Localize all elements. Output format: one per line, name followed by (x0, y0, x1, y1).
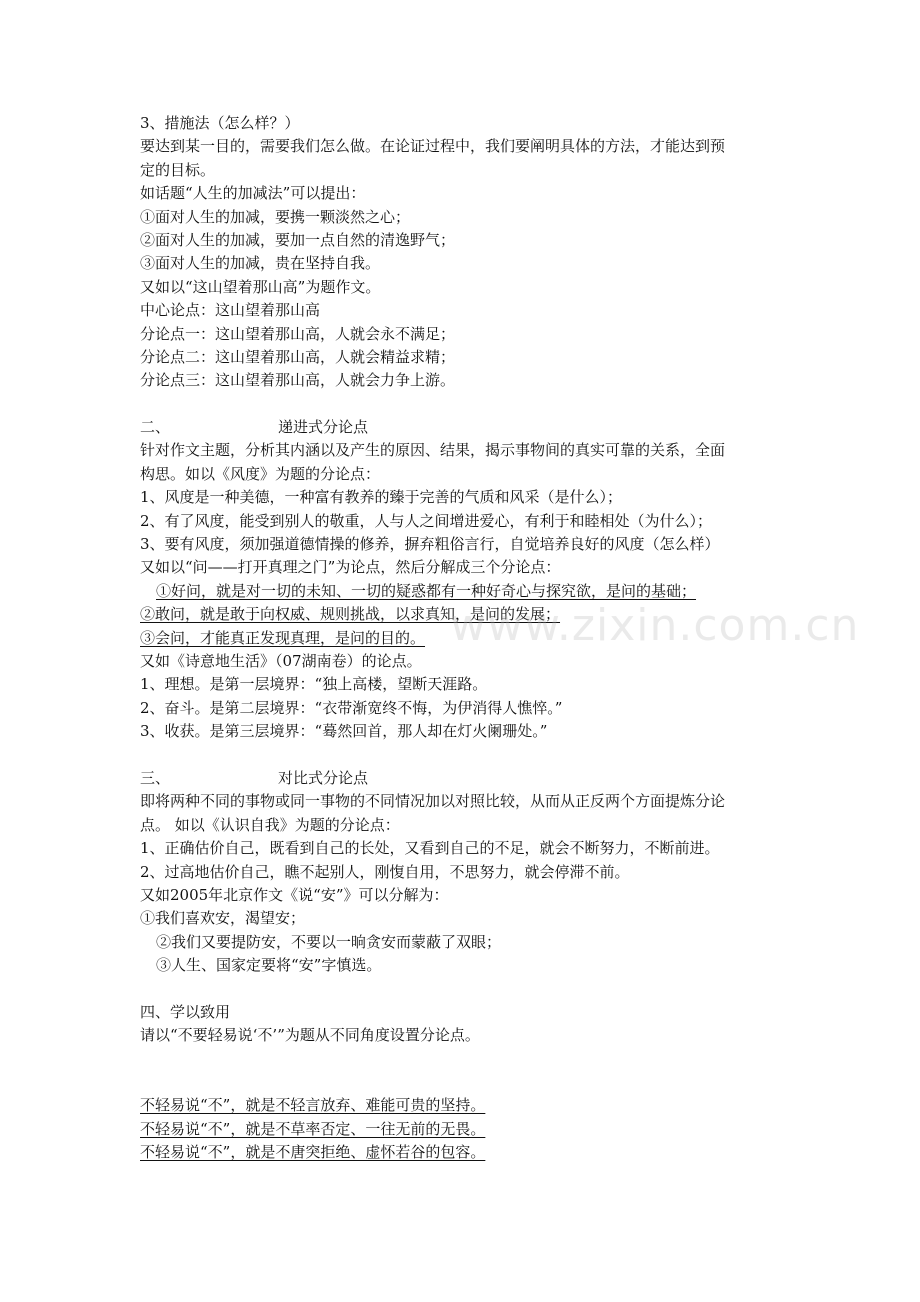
underlined-list-item: ②敢问，就是敢于向权威、规则挑战，以求真知，是问的发展； (140, 605, 561, 624)
paragraph-line: 又如以“问——打开真理之门”为论点，然后分解成三个分论点： (140, 558, 561, 577)
sub-thesis: 分论点三：这山望着那山高，人就会力争上游。 (140, 371, 456, 390)
underlined-list-item: ①好问，就是对一切的未知、一切的疑惑都有一种好奇心与探究欲，是问的基础； (156, 581, 697, 600)
sub-thesis: 分论点一：这山望着那山高，人就会永不满足； (140, 324, 456, 343)
section-heading-2 (140, 416, 790, 439)
section-practice (140, 1001, 790, 1048)
answer-block (140, 1094, 790, 1164)
section-number: 三、 (140, 768, 171, 787)
list-item: 2、奋斗。是第二层境界：“衣带渐宽终不悔，为伊消得人憔悴。” (140, 698, 563, 717)
spacer (140, 1048, 790, 1071)
list-item: 3、要有风度，须加强道德情操的修养，摒弃粗俗言行，自觉培养良好的风度（怎么样） (140, 535, 720, 554)
watermark: www.zixin.com.cn (450, 600, 860, 651)
list-item: 2、过高地估价自己，瞧不起别人，刚愎自用，不思努力，就会停滞不前。 (140, 862, 630, 881)
section-title: 对比式分论点 (278, 768, 369, 787)
section-heading-4: 四、学以致用 (140, 1002, 231, 1021)
underlined-list-item: ③会问，才能真正发现真理，是问的目的。 (140, 628, 426, 647)
answer-line: 不轻易说“不”，就是不草率否定、一往无前的无畏。 (140, 1119, 486, 1138)
paragraph-line: 点。 如以《认识自我》为题的分论点： (140, 815, 400, 834)
list-item: ①面对人生的加减，要携一颗淡然之心； (140, 207, 411, 226)
list-item: ③人生、国家定要将“安”字慎选。 (156, 956, 382, 975)
section-heading-3 (140, 767, 790, 790)
paragraph-line: 针对作文主题，分析其内涵以及产生的原因、结果，揭示事物间的真实可靠的关系，全面 (140, 441, 726, 460)
list-item: 1、正确估价自己，既看到自己的长处，又看到自己的不足，就会不断努力，不断前进。 (140, 839, 720, 858)
list-item: 1、风度是一种美德，一种富有教养的臻于完善的气质和风采（是什么）； (140, 488, 623, 507)
exercise-prompt: 请以“不要轻易说‘不’”为题从不同角度设置分论点。 (140, 1026, 480, 1045)
paragraph-line: 又如《诗意地生活》（07湖南卷）的论点。 (140, 651, 422, 670)
paragraph-line: 定的目标。 (140, 160, 216, 179)
spacer (140, 744, 790, 767)
spacer (140, 1071, 790, 1094)
list-item: ②我们又要提防安，不要以一晌贪安而蒙蔽了双眼； (156, 932, 502, 951)
paragraph-line: 要达到某一目的，需要我们怎么做。在论证过程中，我们要阐明具体的方法，才能达到预 (140, 137, 726, 156)
paragraph-line: 即将两种不同的事物或同一事物的不同情况加以对照比较，从而从正反两个方面提炼分论 (140, 792, 726, 811)
list-item: ②面对人生的加减，要加一点自然的清逸野气； (140, 230, 456, 249)
spacer (140, 393, 790, 416)
section-progressive (140, 416, 790, 743)
measures-heading: 3、措施法（怎么样？） (140, 114, 300, 132)
list-item: 1、理想。是第一层境界：“独上高楼，望断天涯路。 (140, 675, 488, 694)
central-thesis: 中心论点：这山望着那山高 (140, 301, 321, 320)
section-contrast (140, 767, 790, 978)
paragraph-line: 又如2005年北京作文《说“安”》可以分解为： (140, 885, 449, 904)
list-item: ①我们喜欢安，渴望安； (140, 909, 306, 928)
section-measures (140, 112, 790, 393)
section-title: 递进式分论点 (278, 418, 369, 437)
spacer (140, 977, 790, 1000)
paragraph-line: 构思。如以《风度》为题的分论点： (140, 464, 381, 483)
answer-line: 不轻易说“不”，就是不唐突拒绝、虚怀若谷的包容。 (140, 1143, 486, 1162)
list-item: ③面对人生的加减，贵在坚持自我。 (140, 254, 381, 273)
answer-line: 不轻易说“不”，就是不轻言放弃、难能可贵的坚持。 (140, 1096, 486, 1115)
sub-thesis: 分论点二：这山望着那山高，人就会精益求精； (140, 347, 456, 366)
paragraph-line: 又如以“这山望着那山高”为题作文。 (140, 277, 381, 296)
paragraph-line: 如话题“人生的加减法”可以提出： (140, 184, 366, 203)
list-item: 2、有了风度，能受到别人的敬重，人与人之间增进爱心，有利于和睦相处（为什么）； (140, 511, 713, 530)
section-number: 二、 (140, 418, 171, 437)
list-item: 3、收获。是第三层境界：“蓦然回首，那人却在灯火阑珊处。” (140, 722, 548, 741)
document-body (140, 112, 790, 1165)
